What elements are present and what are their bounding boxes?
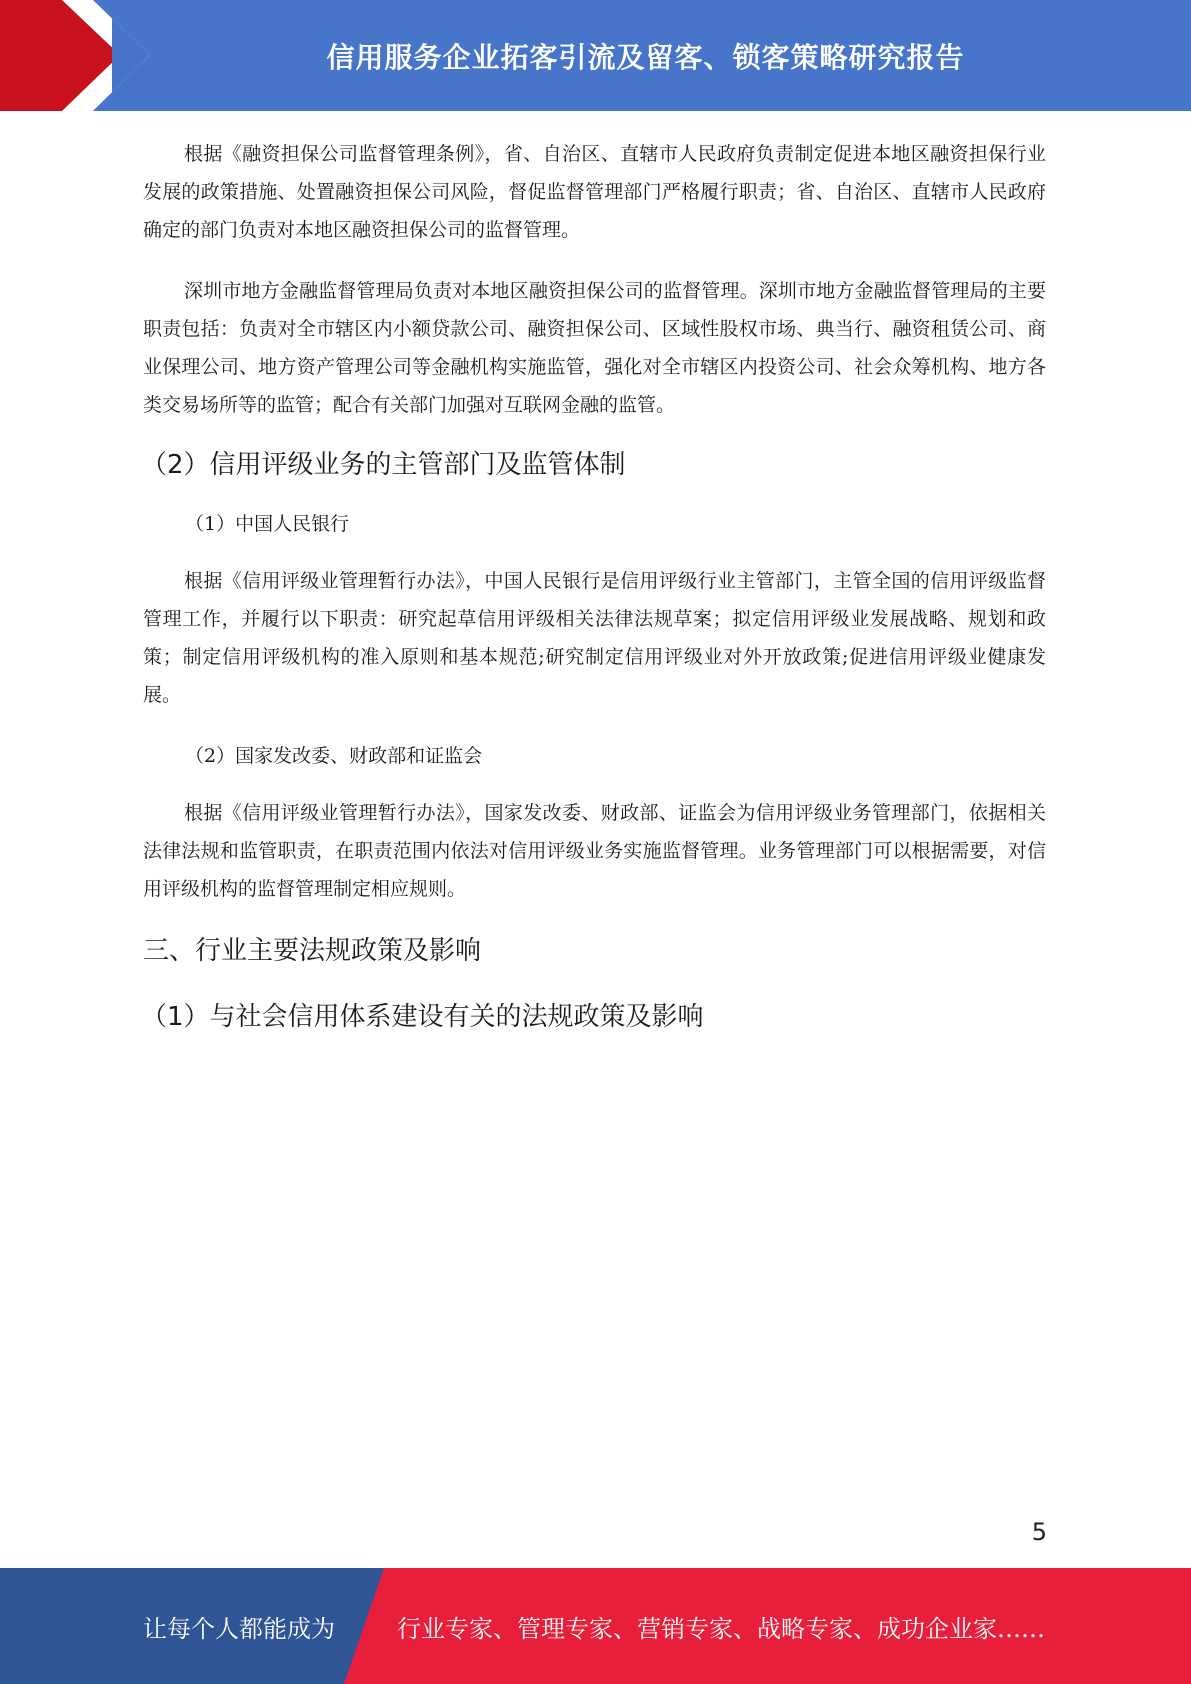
header-chevron-decoration: [0, 0, 160, 111]
document-body: [143, 135, 1046, 1057]
heading-rating-authority: （2）信用评级业务的主管部门及监管体制: [141, 450, 626, 480]
page-number: 5: [1031, 1518, 1047, 1546]
paragraph-pboc-duties: 根据《信用评级业管理暂行办法》，中国人民银行是信用评级行业主管部门，主管全国的信用评级监督管理工作，并履行以下职责：研究起草信用评级相关法律法规草案；拟定信用评级业发展战略、规划和政策；制定信用评级机构的准入原则和基本规范;研究制定信用评级业对外开放政策;促进信用评级业健康发展。: [143, 570, 1046, 706]
page-header: [0, 0, 1191, 111]
footer-slogan-right: 行业专家、管理专家、营销专家、战略专家、成功企业家……: [397, 1614, 1045, 1643]
paragraph-guarantee-regulation: 根据《融资担保公司监督管理条例》，省、自治区、直辖市人民政府负责制定促进本地区融资担保行业发展的政策措施、处置融资担保公司风险，督促监督管理部门严格履行职责；省、自治区、直辖市人民政府确定的部门负责对本地区融资担保公司的监督管理。: [143, 143, 1046, 241]
paragraph-business-authorities: 根据《信用评级业管理暂行办法》，国家发改委、财政部、证监会为信用评级业务管理部门，依据相关法律法规和监管职责，在职责范围内依法对信用评级业务实施监督管理。业务管理部门可以根据需要，对信用评级机构的监督管理制定相应规则。: [143, 802, 1046, 900]
heading-social-credit-policy: （1）与社会信用体系建设有关的法规政策及影响: [141, 1002, 704, 1032]
subheading-ndrc-mof-csrc: （2）国家发改委、财政部和证监会: [185, 745, 483, 767]
subheading-pboc: （1）中国人民银行: [185, 513, 350, 535]
footer-slogan-left: 让每个人都能成为: [143, 1614, 335, 1643]
heading-section-3: 三、行业主要法规政策及影响: [143, 936, 482, 966]
paragraph-shenzhen-bureau: 深圳市地方金融监督管理局负责对本地区融资担保公司的监督管理。深圳市地方金融监督管理局的主要职责包括：负责对全市辖区内小额贷款公司、融资担保公司、区域性股权市场、典当行、融资租赁公司、商业保理公司、地方资产管理公司等金融机构实施监管，强化对全市辖区内投资公司、社会众筹机构、地方各类交易场所等的监管；配合有关部门加强对互联网金融的监管。: [143, 280, 1046, 416]
report-title: 信用服务企业拓客引流及留客、锁客策略研究报告: [326, 40, 965, 74]
page-footer: [0, 1568, 1191, 1684]
